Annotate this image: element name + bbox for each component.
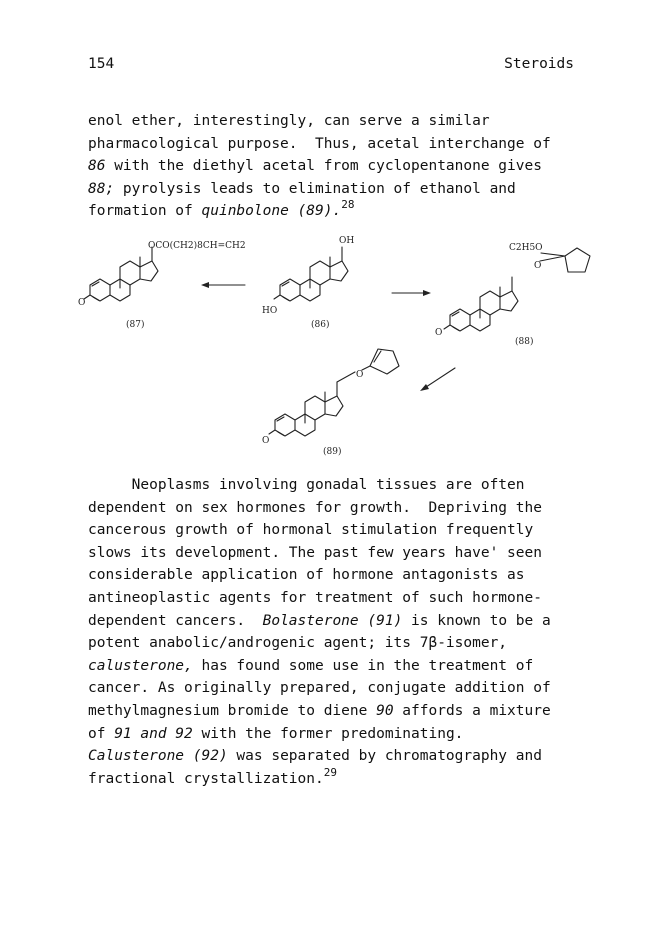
caption-86: (86) [311, 320, 330, 330]
text-line: 86 with the diethyl acetal from cyclopentanone gives [88, 158, 542, 175]
text-line: 88; pyrolysis leads to elimination of ethanol and [88, 180, 516, 197]
text-line: pharmacological purpose. Thus, acetal interchange of [88, 135, 551, 152]
caption-89: (89) [323, 447, 342, 457]
compound-name: Calusterone [88, 748, 185, 765]
text-line: Calusterone (92) was separated by chromatography and [88, 748, 542, 765]
compound-name: calusterone, [88, 657, 193, 674]
text-line: dependent on sex hormones for growth. Depriving the [88, 499, 542, 516]
oh-label: OH [339, 236, 355, 246]
oxo-label: O [262, 436, 270, 446]
compound-name: quinbolone [201, 203, 289, 220]
footnote-ref: 28 [341, 198, 355, 212]
oxo-label: O [435, 328, 443, 338]
running-head: Steroids [504, 56, 574, 72]
o-label: O [534, 261, 542, 271]
text-line: calusterone, has found some use in the treatment of [88, 657, 534, 674]
text-line: formation of quinbolone (89).$^{28}$ [88, 198, 355, 220]
ethoxy-label: C2H5O [509, 243, 543, 253]
text-line: potent anabolic/androgenic agent; its 7β-isomer, [88, 635, 508, 652]
ester-substituent: OCO(CH2)8CH=CH2 [148, 241, 246, 251]
text-line: cancer. As originally prepared, conjugate addition of [88, 680, 551, 697]
text-line: methylmagnesium bromide to diene 90 affords a mixture [88, 702, 551, 719]
compound-ref: (89). [297, 203, 342, 220]
text-line: Neoplasms involving gonadal tissues are often [88, 477, 525, 493]
text-line: antineoplastic agents for treatment of such hormone- [88, 589, 542, 606]
text-line: enol ether, interestingly, can serve a similar [88, 113, 490, 129]
footnote-ref: 29 [323, 765, 337, 779]
compound-ref: 86 [88, 158, 106, 175]
text-line: of 91 and 92 with the former predominating. [88, 725, 464, 742]
compound-name: Bolasterone [262, 612, 359, 629]
text-line: cancerous growth of hormonal stimulation frequently [88, 522, 534, 539]
text-line: slows its development. The past few years have' seen [88, 544, 542, 561]
compound-ref: 91 and 92 [114, 725, 193, 742]
compound-ref: (91) [367, 612, 403, 629]
text-line: fractional crystallization.$^{29}$ [88, 765, 337, 787]
caption-88: (88) [515, 337, 534, 347]
text-line: dependent cancers. Bolasterone (91) is known to be a [88, 612, 551, 629]
hydroxy-label: HO [262, 306, 278, 316]
compound-ref: 90 [376, 702, 394, 719]
compound-ref: 88; [88, 180, 115, 197]
text-line: considerable application of hormone antagonists as [88, 567, 525, 584]
caption-87: (87) [126, 320, 145, 330]
paragraph-2 [88, 474, 578, 790]
o-label: O [356, 370, 364, 380]
compound-ref: (92) [192, 748, 228, 765]
page-number: 154 [88, 56, 115, 72]
oxo-label: O [78, 298, 86, 308]
